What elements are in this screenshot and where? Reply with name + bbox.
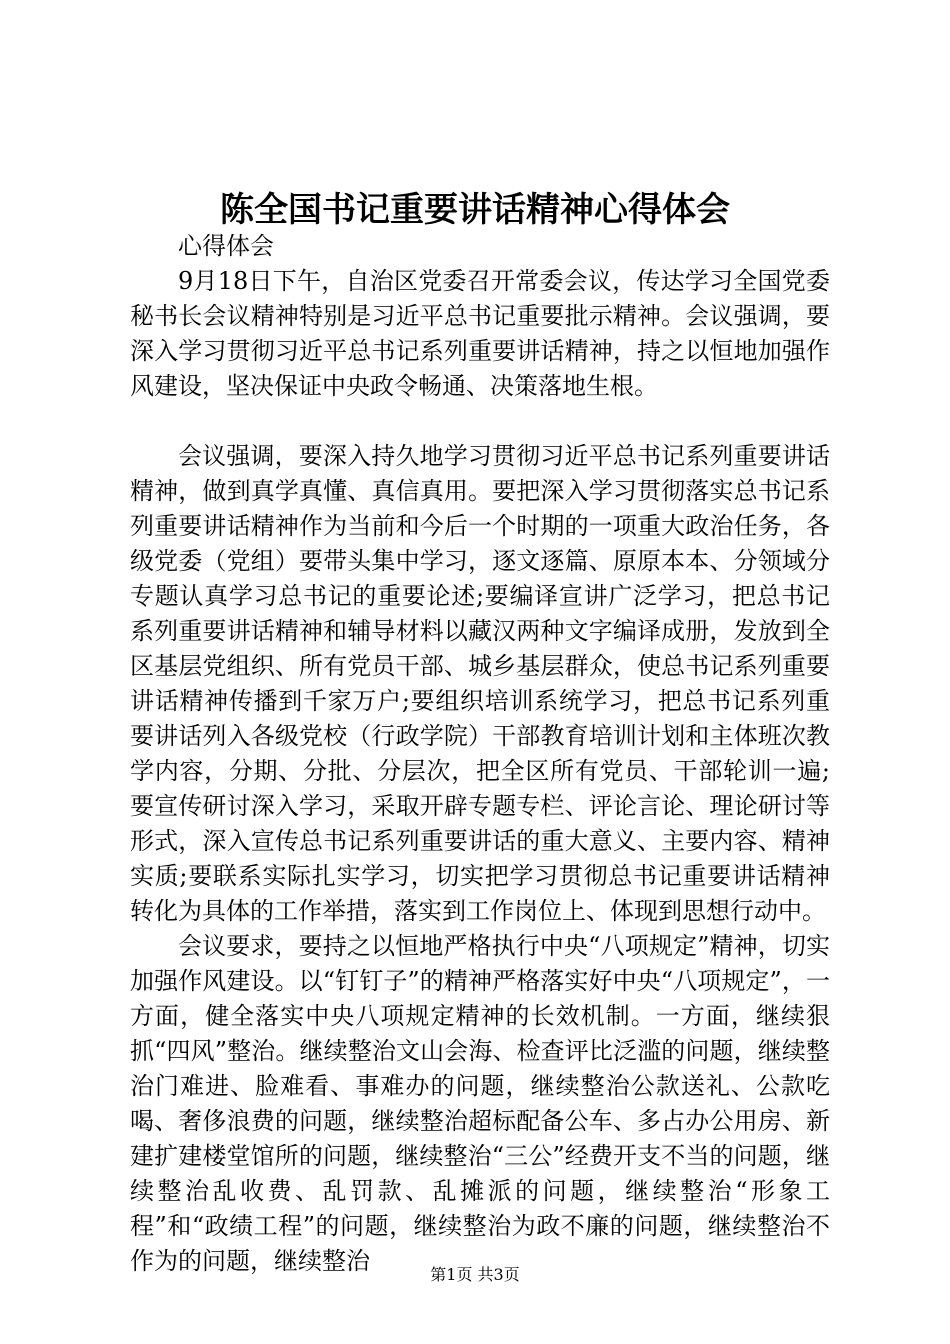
page-number-footer: 第1页 共3页 bbox=[430, 1265, 520, 1284]
paragraph-1: 9月18日下午，自治区党委召开常委会议，传达学习全国党委秘书长会议精神特别是习近平总书记重要批示精神。会议强调，要深入学习贯彻习近平总书记系列重要讲话精神，持之以恒地加强作风建设，坚决保证中央政令畅通、决策落地生根。 bbox=[130, 267, 830, 400]
document-title: 陈全国书记重要讲话精神心得体会 bbox=[220, 190, 730, 230]
paragraph-3: 会议要求，要持之以恒地严格执行中央“八项规定”精神，切实加强作风建设。以“钉钉子”的精神严格落实好中央“八项规定”，一方面，健全落实中央八项规定精神的长效机制。一方面，继续狠抓“四风”整治。继续整治文山会海、检查评比泛滥的问题，继续整治门难进、脸难看、事难办的问题，继续整治公款送礼、公款吃喝、奢侈浪费的问题，继续整治超标配备公车、多占办公用房、新建扩建楼堂馆所的问题，继续整治“三公”经费开支不当的问题，继续整治乱收费、乱罚款、乱摊派的问题，继续整治“形象工程”和“政绩工程”的问题，继续整治为政不廉的问题，继续整治不作为的问题，继续整治 bbox=[130, 932, 830, 1275]
document-subtitle: 心得体会 bbox=[178, 232, 274, 260]
paragraph-2: 会议强调，要深入持久地学习贯彻习近平总书记系列重要讲话精神，做到真学真懂、真信真用。要把深入学习贯彻落实总书记系列重要讲话精神作为当前和今后一个时期的一项重大政治任务，各级党委（党组）要带头集中学习，逐文逐篇、原原本本、分领域分专题认真学习总书记的重要论述;要编译宣讲广泛学习，把总书记系列重要讲话精神和辅导材料以藏汉两种文字编译成册，发放到全区基层党组织、所有党员干部、城乡基层群众，使总书记系列重要讲话精神传播到千家万户;要组织培训系统学习，把总书记系列重要讲话列入各级党校（行政学院）干部教育培训计划和主体班次教学内容，分期、分批、分层次，把全区所有党员、干部轮训一遍;要宣传研讨深入学习，采取开辟专题专栏、评论言论、理论研讨等形式，深入宣传总书记系列重要讲话的重大意义、主要内容、精神实质;要联系实际扎实学习，切实把学习贯彻总书记重要讲话精神转化为具体的工作举措，落实到工作岗位上、体现到思想行动中。 bbox=[130, 442, 830, 925]
document-body bbox=[130, 229, 830, 1279]
